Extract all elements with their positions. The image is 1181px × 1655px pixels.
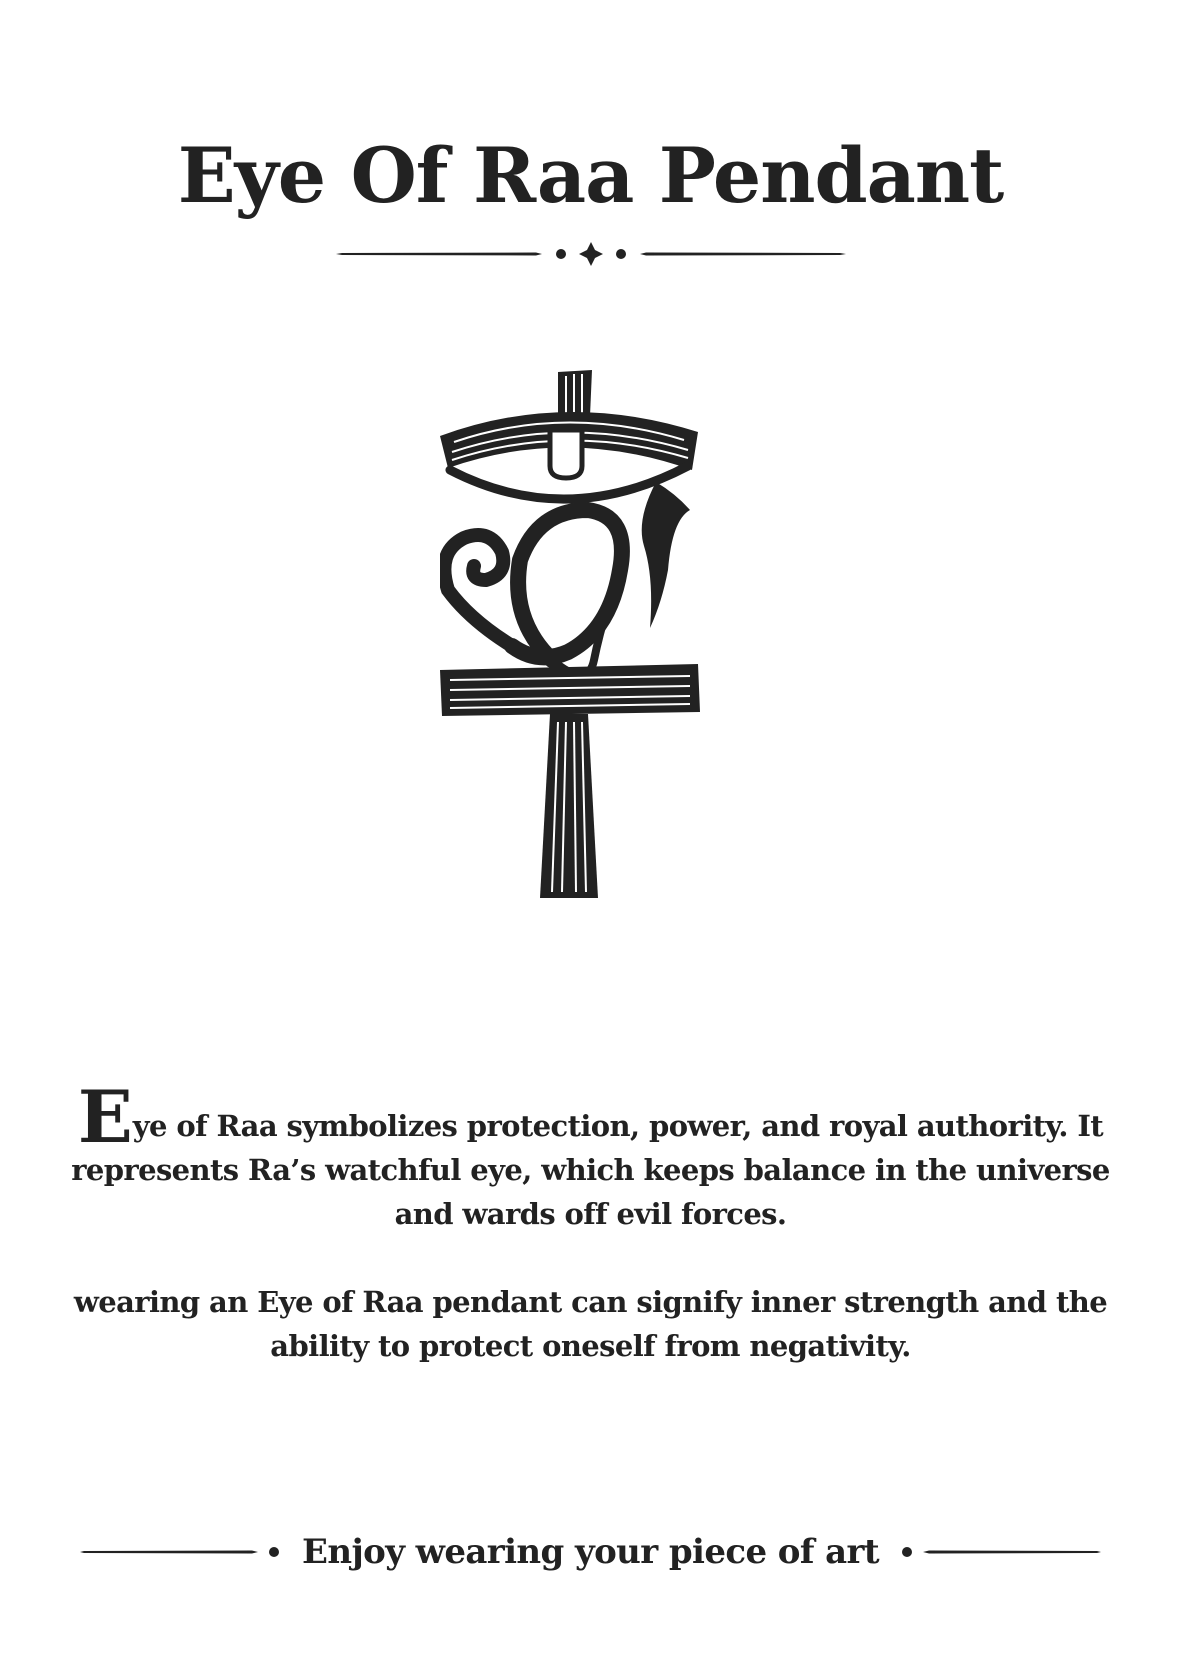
eye-of-ra-ankh-icon (440, 370, 740, 960)
description-paragraph-2: wearing an Eye of Raa pendant can signify inner strength and the ability to protect oneself from negativity. (73, 1285, 1108, 1363)
footer-right-flourish-icon (901, 1527, 1101, 1577)
footer (80, 1527, 1101, 1577)
drop-cap: E (77, 1074, 133, 1159)
description-paragraph-1 (60, 1074, 1121, 1236)
ornamental-divider-icon (336, 242, 846, 266)
description-paragraph-1-text: ye of Raa symbolizes protection, power, and royal authority. It represents Ra’s watchful eye, which keeps balance in the universe and wards off evil forces. (71, 1109, 1110, 1231)
description (60, 1074, 1121, 1368)
page-title: Eye Of Raa Pendant (177, 131, 1004, 220)
footer-tagline: Enjoy wearing your piece of art (302, 1532, 879, 1572)
